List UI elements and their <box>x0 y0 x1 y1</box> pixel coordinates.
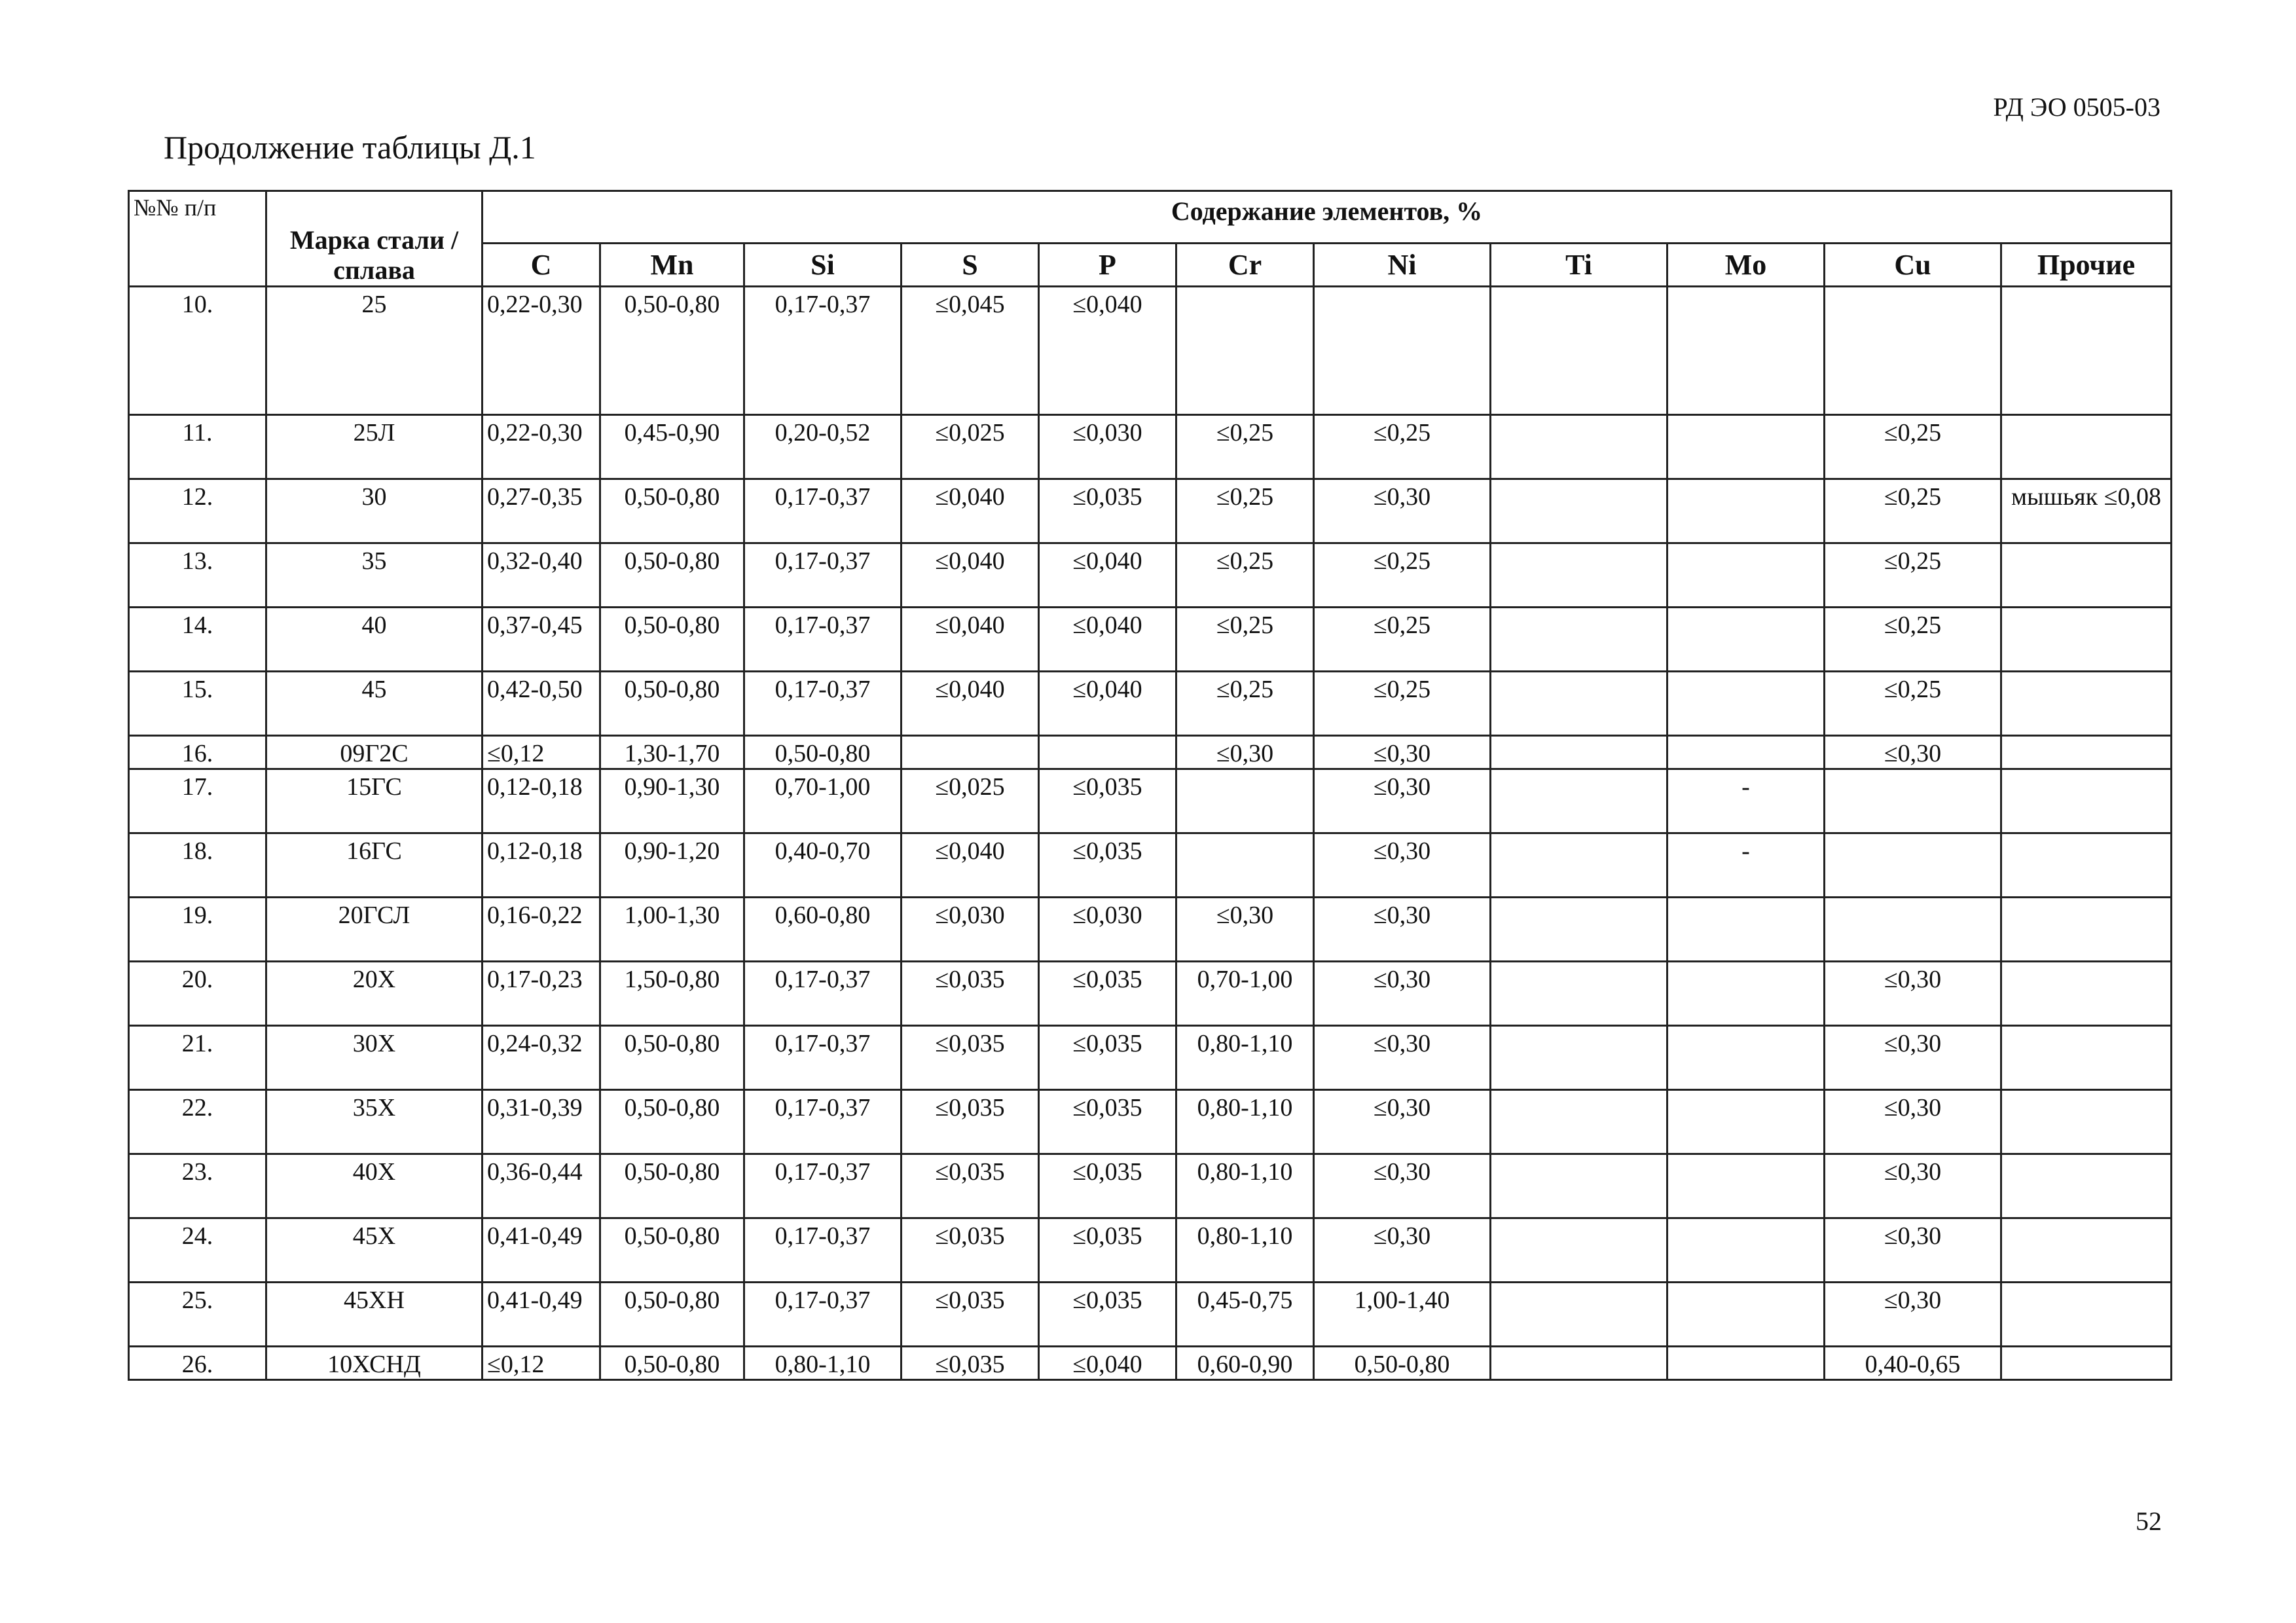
cell-cu: ≤0,30 <box>1825 1090 2001 1154</box>
cell-ti <box>1491 415 1667 479</box>
table-row <box>129 1283 2172 1347</box>
cell-other <box>2001 608 2172 672</box>
cell-mo <box>1667 1026 1825 1090</box>
cell-other <box>2001 1090 2172 1154</box>
cell-mo <box>1667 898 1825 962</box>
cell-p: ≤0,035 <box>1039 962 1176 1026</box>
column-header-element: Si <box>744 244 902 287</box>
cell-si: 0,60-0,80 <box>744 898 902 962</box>
cell-other <box>2001 543 2172 608</box>
cell-mn: 0,50-0,80 <box>600 479 744 543</box>
cell-mo <box>1667 736 1825 769</box>
cell-grade: 16ГС <box>266 833 483 898</box>
cell-no: 10. <box>129 287 266 415</box>
cell-mn: 0,50-0,80 <box>600 287 744 415</box>
cell-grade: 20ГСЛ <box>266 898 483 962</box>
cell-ti <box>1491 479 1667 543</box>
cell-s: ≤0,045 <box>902 287 1039 415</box>
cell-mn: 0,50-0,80 <box>600 608 744 672</box>
cell-cr: 0,45-0,75 <box>1176 1283 1314 1347</box>
cell-cu <box>1825 287 2001 415</box>
cell-cu: 0,40-0,65 <box>1825 1347 2001 1380</box>
cell-other <box>2001 898 2172 962</box>
cell-no: 17. <box>129 769 266 833</box>
cell-ti <box>1491 736 1667 769</box>
cell-mn: 0,50-0,80 <box>600 543 744 608</box>
cell-si: 0,70-1,00 <box>744 769 902 833</box>
cell-ni: ≤0,30 <box>1314 1090 1491 1154</box>
cell-grade: 09Г2С <box>266 736 483 769</box>
cell-si: 0,50-0,80 <box>744 736 902 769</box>
cell-p: ≤0,040 <box>1039 287 1176 415</box>
cell-p: ≤0,035 <box>1039 1090 1176 1154</box>
cell-s: ≤0,040 <box>902 833 1039 898</box>
cell-ni: ≤0,30 <box>1314 736 1491 769</box>
cell-c: 0,41-0,49 <box>483 1218 600 1283</box>
column-header-element: Ni <box>1314 244 1491 287</box>
cell-si: 0,17-0,37 <box>744 1090 902 1154</box>
column-header-number: №№ п/п <box>129 191 266 287</box>
cell-c: 0,16-0,22 <box>483 898 600 962</box>
cell-other <box>2001 1218 2172 1283</box>
cell-other <box>2001 833 2172 898</box>
cell-grade: 35Х <box>266 1090 483 1154</box>
cell-si: 0,17-0,37 <box>744 1283 902 1347</box>
column-header-element: Cr <box>1176 244 1314 287</box>
cell-other <box>2001 1154 2172 1218</box>
cell-cr: ≤0,25 <box>1176 608 1314 672</box>
cell-mo <box>1667 479 1825 543</box>
cell-s: ≤0,040 <box>902 479 1039 543</box>
cell-ti <box>1491 1026 1667 1090</box>
cell-cu: ≤0,25 <box>1825 479 2001 543</box>
cell-c: 0,32-0,40 <box>483 543 600 608</box>
cell-cu: ≤0,25 <box>1825 608 2001 672</box>
cell-cr <box>1176 769 1314 833</box>
cell-c: 0,41-0,49 <box>483 1283 600 1347</box>
cell-ti <box>1491 1283 1667 1347</box>
cell-s: ≤0,035 <box>902 1026 1039 1090</box>
cell-s <box>902 736 1039 769</box>
cell-cu: ≤0,30 <box>1825 1283 2001 1347</box>
cell-mo <box>1667 608 1825 672</box>
column-header-element: Mo <box>1667 244 1825 287</box>
cell-s: ≤0,035 <box>902 1283 1039 1347</box>
cell-mn: 0,50-0,80 <box>600 1090 744 1154</box>
cell-grade: 40 <box>266 608 483 672</box>
cell-c: 0,12-0,18 <box>483 833 600 898</box>
cell-c: 0,36-0,44 <box>483 1154 600 1218</box>
cell-grade: 25 <box>266 287 483 415</box>
cell-cu: ≤0,30 <box>1825 1026 2001 1090</box>
cell-mn: 0,50-0,80 <box>600 1154 744 1218</box>
cell-p: ≤0,040 <box>1039 672 1176 736</box>
cell-si: 0,17-0,37 <box>744 1154 902 1218</box>
cell-mo <box>1667 543 1825 608</box>
cell-ti <box>1491 833 1667 898</box>
cell-ti <box>1491 1218 1667 1283</box>
table-row <box>129 898 2172 962</box>
cell-grade: 15ГС <box>266 769 483 833</box>
cell-cu: ≤0,25 <box>1825 543 2001 608</box>
cell-c: 0,24-0,32 <box>483 1026 600 1090</box>
cell-c: 0,17-0,23 <box>483 962 600 1026</box>
cell-cr: 0,80-1,10 <box>1176 1154 1314 1218</box>
cell-mo <box>1667 1347 1825 1380</box>
cell-mn: 0,50-0,80 <box>600 672 744 736</box>
cell-mn: 1,00-1,30 <box>600 898 744 962</box>
cell-cr <box>1176 287 1314 415</box>
cell-no: 13. <box>129 543 266 608</box>
cell-s: ≤0,035 <box>902 1347 1039 1380</box>
cell-c: 0,31-0,39 <box>483 1090 600 1154</box>
cell-p: ≤0,035 <box>1039 479 1176 543</box>
table-row <box>129 736 2172 769</box>
cell-c: 0,37-0,45 <box>483 608 600 672</box>
cell-cr: 0,70-1,00 <box>1176 962 1314 1026</box>
cell-p: ≤0,035 <box>1039 1283 1176 1347</box>
cell-mn: 0,50-0,80 <box>600 1026 744 1090</box>
cell-mn: 0,45-0,90 <box>600 415 744 479</box>
cell-other <box>2001 1026 2172 1090</box>
cell-cr: 0,80-1,10 <box>1176 1090 1314 1154</box>
cell-si: 0,17-0,37 <box>744 479 902 543</box>
cell-mo <box>1667 1090 1825 1154</box>
cell-cr: ≤0,25 <box>1176 415 1314 479</box>
cell-no: 20. <box>129 962 266 1026</box>
cell-mn: 1,30-1,70 <box>600 736 744 769</box>
cell-s: ≤0,025 <box>902 415 1039 479</box>
cell-mo: - <box>1667 833 1825 898</box>
cell-ni: ≤0,30 <box>1314 479 1491 543</box>
cell-ni: ≤0,30 <box>1314 1154 1491 1218</box>
page-number: 52 <box>2136 1506 2162 1536</box>
cell-mo <box>1667 1154 1825 1218</box>
cell-mo <box>1667 415 1825 479</box>
cell-mn: 1,50-0,80 <box>600 962 744 1026</box>
cell-mn: 0,50-0,80 <box>600 1283 744 1347</box>
cell-grade: 40Х <box>266 1154 483 1218</box>
cell-si: 0,17-0,37 <box>744 962 902 1026</box>
cell-ni: ≤0,30 <box>1314 833 1491 898</box>
cell-no: 14. <box>129 608 266 672</box>
cell-p: ≤0,035 <box>1039 1026 1176 1090</box>
cell-cu: ≤0,30 <box>1825 1218 2001 1283</box>
cell-no: 16. <box>129 736 266 769</box>
cell-mo: - <box>1667 769 1825 833</box>
column-header-element: Cu <box>1825 244 2001 287</box>
cell-mn: 0,90-1,20 <box>600 833 744 898</box>
cell-no: 23. <box>129 1154 266 1218</box>
cell-no: 12. <box>129 479 266 543</box>
cell-grade: 45 <box>266 672 483 736</box>
cell-ti <box>1491 1154 1667 1218</box>
cell-mo <box>1667 672 1825 736</box>
cell-cr: ≤0,25 <box>1176 543 1314 608</box>
cell-p: ≤0,035 <box>1039 1218 1176 1283</box>
column-header-element: Mn <box>600 244 744 287</box>
cell-ni: ≤0,30 <box>1314 1026 1491 1090</box>
cell-ti <box>1491 287 1667 415</box>
cell-ti <box>1491 1090 1667 1154</box>
cell-s: ≤0,040 <box>902 672 1039 736</box>
cell-ti <box>1491 898 1667 962</box>
cell-grade: 30Х <box>266 1026 483 1090</box>
cell-other: мышьяк ≤0,08 <box>2001 479 2172 543</box>
cell-grade: 30 <box>266 479 483 543</box>
cell-mo <box>1667 1218 1825 1283</box>
cell-grade: 10ХСНД <box>266 1347 483 1380</box>
cell-s: ≤0,040 <box>902 608 1039 672</box>
cell-cu <box>1825 898 2001 962</box>
cell-ti <box>1491 769 1667 833</box>
cell-p: ≤0,035 <box>1039 769 1176 833</box>
cell-no: 25. <box>129 1283 266 1347</box>
cell-cu: ≤0,25 <box>1825 415 2001 479</box>
cell-mo <box>1667 962 1825 1026</box>
steel-composition-table <box>128 190 2172 1381</box>
cell-si: 0,20-0,52 <box>744 415 902 479</box>
cell-mn: 0,50-0,80 <box>600 1347 744 1380</box>
cell-no: 18. <box>129 833 266 898</box>
cell-no: 21. <box>129 1026 266 1090</box>
cell-other <box>2001 672 2172 736</box>
document-code: РД ЭО 0505-03 <box>1993 92 2160 122</box>
cell-s: ≤0,035 <box>902 1090 1039 1154</box>
table-row <box>129 1090 2172 1154</box>
table-row <box>129 608 2172 672</box>
cell-cr <box>1176 833 1314 898</box>
cell-s: ≤0,040 <box>902 543 1039 608</box>
cell-cr: 0,80-1,10 <box>1176 1026 1314 1090</box>
table-row <box>129 543 2172 608</box>
cell-no: 26. <box>129 1347 266 1380</box>
cell-other <box>2001 1283 2172 1347</box>
cell-ni: 0,50-0,80 <box>1314 1347 1491 1380</box>
cell-c: 0,22-0,30 <box>483 415 600 479</box>
table-row <box>129 1347 2172 1380</box>
cell-c: 0,12-0,18 <box>483 769 600 833</box>
cell-ni: ≤0,25 <box>1314 608 1491 672</box>
cell-grade: 45ХН <box>266 1283 483 1347</box>
cell-s: ≤0,035 <box>902 1154 1039 1218</box>
cell-cu <box>1825 833 2001 898</box>
cell-no: 22. <box>129 1090 266 1154</box>
cell-c: 0,27-0,35 <box>483 479 600 543</box>
cell-other <box>2001 962 2172 1026</box>
table-row <box>129 1154 2172 1218</box>
cell-grade: 20Х <box>266 962 483 1026</box>
cell-c: ≤0,12 <box>483 1347 600 1380</box>
table-row <box>129 1026 2172 1090</box>
cell-grade: 25Л <box>266 415 483 479</box>
cell-cr: ≤0,25 <box>1176 479 1314 543</box>
cell-no: 11. <box>129 415 266 479</box>
cell-ti <box>1491 1347 1667 1380</box>
cell-s: ≤0,035 <box>902 1218 1039 1283</box>
cell-ni: ≤0,25 <box>1314 672 1491 736</box>
cell-c: 0,22-0,30 <box>483 287 600 415</box>
cell-other <box>2001 415 2172 479</box>
cell-p: ≤0,040 <box>1039 608 1176 672</box>
cell-ni: ≤0,30 <box>1314 769 1491 833</box>
cell-ni: ≤0,30 <box>1314 962 1491 1026</box>
table-row <box>129 962 2172 1026</box>
cell-s: ≤0,035 <box>902 962 1039 1026</box>
cell-mn: 0,50-0,80 <box>600 1218 744 1283</box>
cell-si: 0,17-0,37 <box>744 1218 902 1283</box>
cell-p: ≤0,040 <box>1039 543 1176 608</box>
cell-si: 0,80-1,10 <box>744 1347 902 1380</box>
cell-mn: 0,90-1,30 <box>600 769 744 833</box>
cell-other <box>2001 1347 2172 1380</box>
cell-cu: ≤0,30 <box>1825 1154 2001 1218</box>
cell-cr: 0,60-0,90 <box>1176 1347 1314 1380</box>
table-row <box>129 415 2172 479</box>
table-row <box>129 1218 2172 1283</box>
cell-p: ≤0,030 <box>1039 415 1176 479</box>
cell-other <box>2001 769 2172 833</box>
cell-si: 0,17-0,37 <box>744 672 902 736</box>
cell-mo <box>1667 1283 1825 1347</box>
cell-si: 0,17-0,37 <box>744 287 902 415</box>
cell-grade: 35 <box>266 543 483 608</box>
cell-p <box>1039 736 1176 769</box>
cell-cu: ≤0,30 <box>1825 962 2001 1026</box>
table-row <box>129 672 2172 736</box>
column-header-element: Прочие <box>2001 244 2172 287</box>
cell-p: ≤0,040 <box>1039 1347 1176 1380</box>
cell-p: ≤0,035 <box>1039 1154 1176 1218</box>
cell-s: ≤0,030 <box>902 898 1039 962</box>
cell-si: 0,40-0,70 <box>744 833 902 898</box>
cell-ni: ≤0,25 <box>1314 415 1491 479</box>
cell-ti <box>1491 672 1667 736</box>
column-header-grade: Марка стали / сплава <box>266 191 483 287</box>
table-continuation-heading: Продолжение таблицы Д.1 <box>164 129 536 166</box>
cell-si: 0,17-0,37 <box>744 1026 902 1090</box>
cell-s: ≤0,025 <box>902 769 1039 833</box>
cell-ti <box>1491 962 1667 1026</box>
cell-grade: 45Х <box>266 1218 483 1283</box>
cell-ni: 1,00-1,40 <box>1314 1283 1491 1347</box>
table-row <box>129 479 2172 543</box>
cell-ni: ≤0,30 <box>1314 1218 1491 1283</box>
table-row <box>129 287 2172 415</box>
column-header-element: S <box>902 244 1039 287</box>
cell-ti <box>1491 608 1667 672</box>
cell-no: 15. <box>129 672 266 736</box>
cell-c: ≤0,12 <box>483 736 600 769</box>
column-header-element: Ti <box>1491 244 1667 287</box>
cell-si: 0,17-0,37 <box>744 608 902 672</box>
column-group-header-content: Содержание элементов, % <box>483 191 2172 244</box>
cell-ni: ≤0,30 <box>1314 898 1491 962</box>
cell-c: 0,42-0,50 <box>483 672 600 736</box>
cell-mo <box>1667 287 1825 415</box>
cell-cu <box>1825 769 2001 833</box>
cell-p: ≤0,035 <box>1039 833 1176 898</box>
cell-ti <box>1491 543 1667 608</box>
cell-other <box>2001 287 2172 415</box>
table-row <box>129 833 2172 898</box>
column-header-element: P <box>1039 244 1176 287</box>
cell-p: ≤0,030 <box>1039 898 1176 962</box>
cell-no: 19. <box>129 898 266 962</box>
cell-si: 0,17-0,37 <box>744 543 902 608</box>
cell-cr: ≤0,25 <box>1176 672 1314 736</box>
column-header-element: C <box>483 244 600 287</box>
cell-cr: 0,80-1,10 <box>1176 1218 1314 1283</box>
table-row <box>129 769 2172 833</box>
cell-no: 24. <box>129 1218 266 1283</box>
cell-cr: ≤0,30 <box>1176 736 1314 769</box>
cell-cu: ≤0,25 <box>1825 672 2001 736</box>
cell-other <box>2001 736 2172 769</box>
cell-ni: ≤0,25 <box>1314 543 1491 608</box>
cell-cr: ≤0,30 <box>1176 898 1314 962</box>
cell-ni <box>1314 287 1491 415</box>
cell-cu: ≤0,30 <box>1825 736 2001 769</box>
